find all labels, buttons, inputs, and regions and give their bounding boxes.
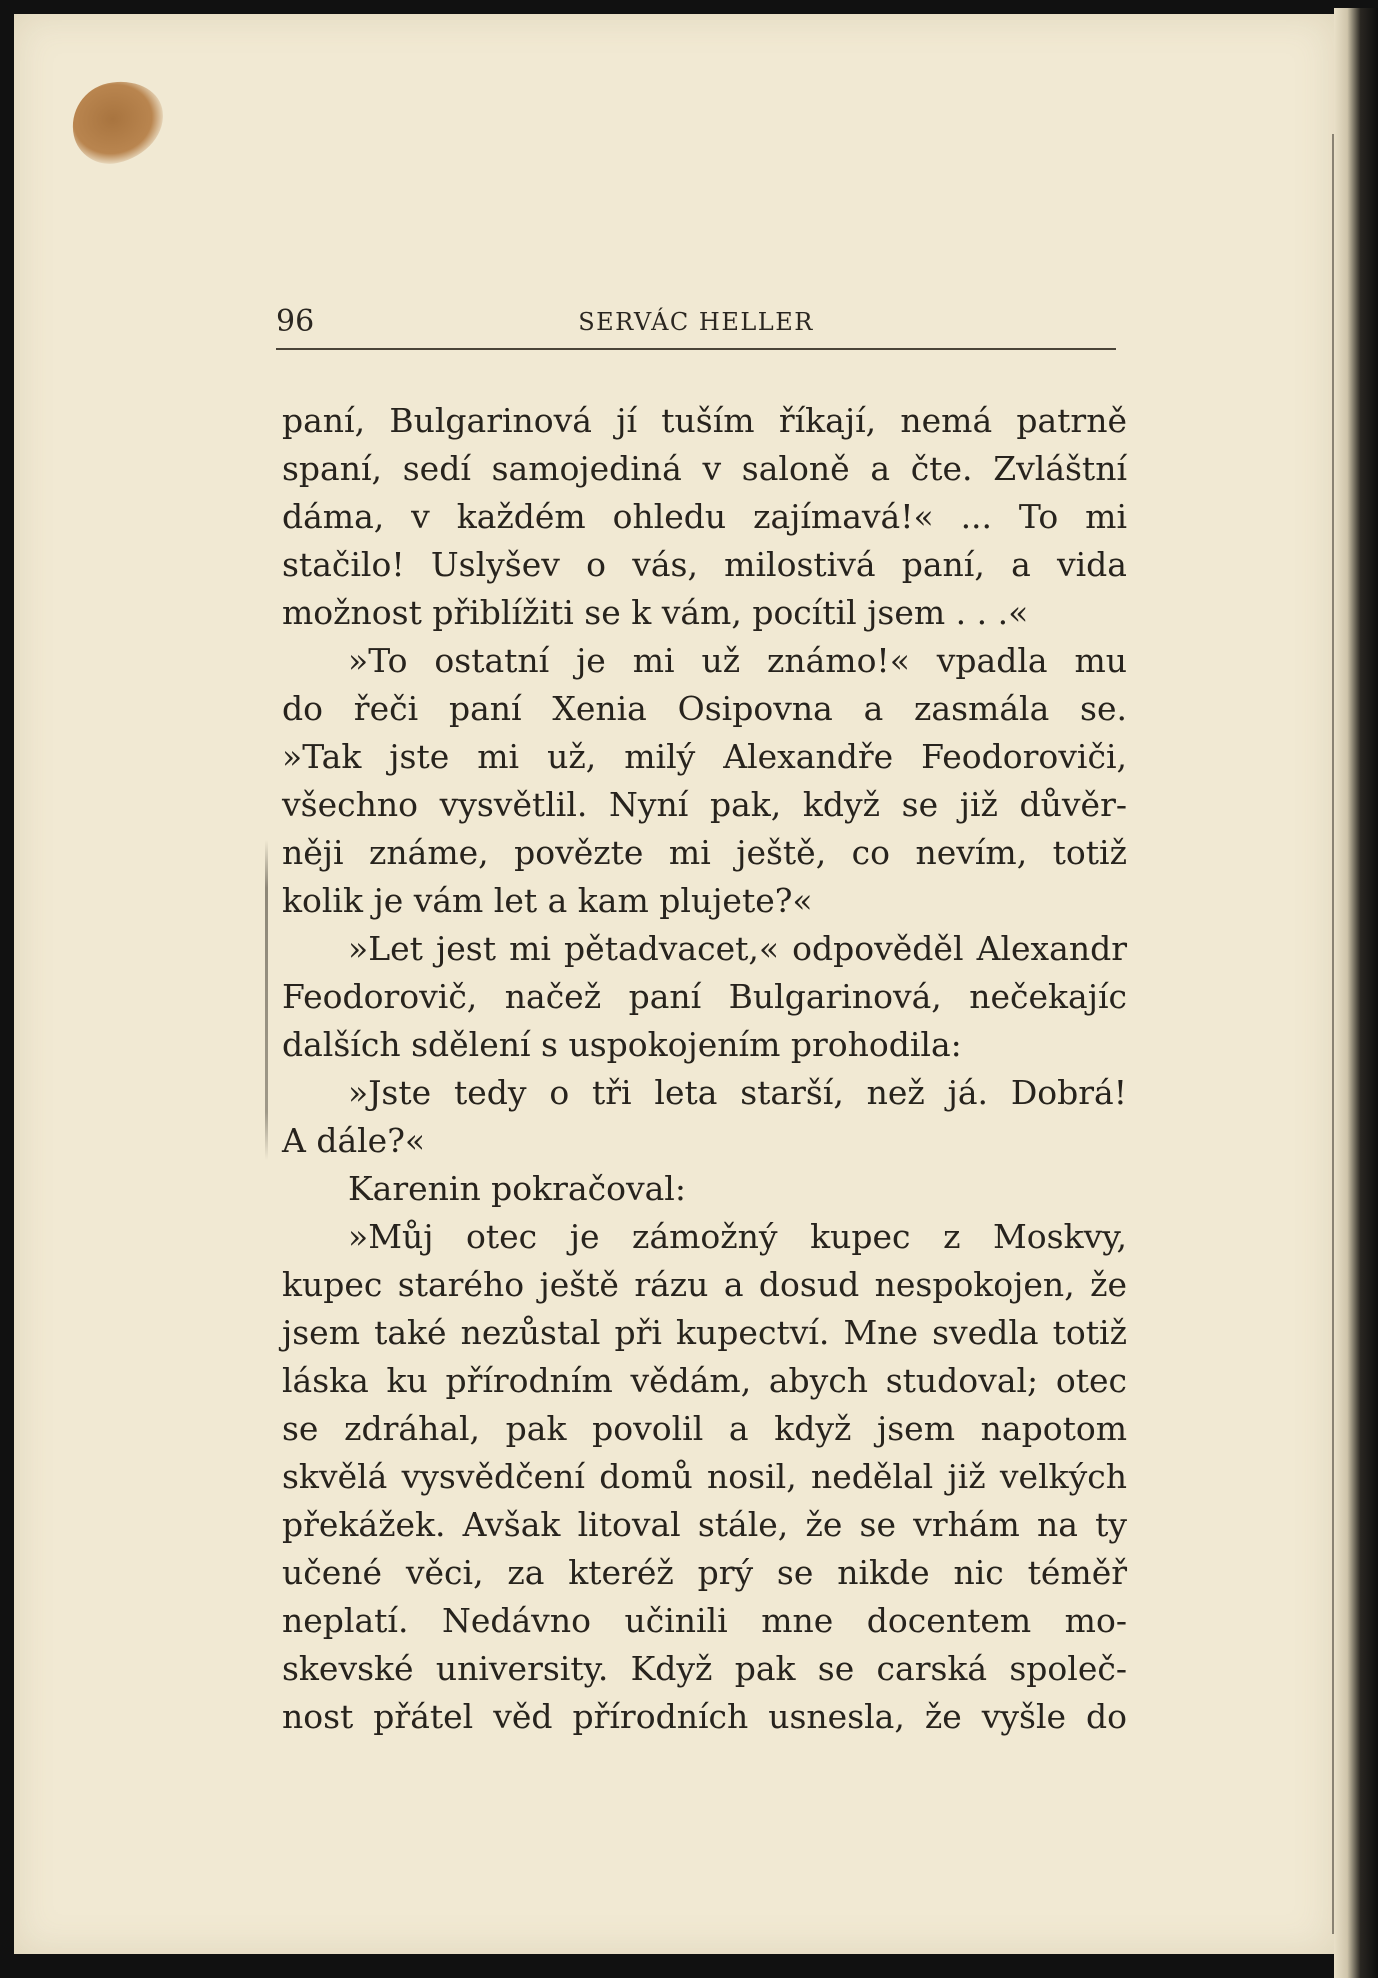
text-line: učené věci, za kteréž prý se nikde nic téměř: [282, 1553, 1127, 1592]
text-line: do řeči paní Xenia Osipovna a zasmála se.: [282, 689, 1127, 728]
text-line: skevské university. Když pak se carská společ-: [282, 1649, 1127, 1688]
text-line: spaní, sedí samojediná v saloně a čte. Zvláštní: [282, 449, 1127, 488]
text-line: Karenin pokračoval:: [348, 1169, 686, 1208]
text-line: jsem také nezůstal při kupectví. Mne svedla totiž: [282, 1313, 1127, 1352]
text-line: neplatí. Nedávno učinili mne docentem mo-: [282, 1601, 1127, 1640]
page-edge-shadow: [1334, 8, 1378, 1978]
text-line: všechno vysvětlil. Nyní pak, když se již důvěr-: [282, 785, 1127, 824]
text-line: Feodorovič, načež paní Bulgarinová, nečekajíc: [282, 977, 1127, 1016]
text-line: skvělá vysvědčení domů nosil, nedělal již velkých: [282, 1457, 1127, 1496]
running-title: SERVÁC HELLER: [578, 308, 814, 336]
text-line: stačilo! Uslyšev o vás, milostivá paní, a vida: [282, 545, 1127, 584]
page-number: 96: [276, 304, 315, 339]
paper-stain: [65, 73, 172, 170]
text-line: A dále?«: [282, 1121, 426, 1160]
text-line: dáma, v každém ohledu zajímavá!« ... To mi: [282, 497, 1127, 536]
text-line: dalších sdělení s uspokojením prohodila:: [282, 1025, 962, 1064]
text-line: »Můj otec je zámožný kupec z Moskvy,: [348, 1217, 1127, 1256]
text-line: se zdráhal, pak povolil a když jsem napotom: [282, 1409, 1127, 1448]
text-line: možnost přiblížiti se k vám, pocítil jsem . . .«: [282, 593, 1029, 632]
text-line: kupec starého ještě rázu a dosud nespokojen, že: [282, 1265, 1127, 1304]
text-line: něji známe, povězte mi ještě, co nevím, totiž: [282, 833, 1127, 872]
text-line: »Let jest mi pětadvacet,« odpověděl Alexandr: [348, 929, 1127, 968]
text-line: kolik je vám let a kam plujete?«: [282, 881, 813, 920]
body-text: [282, 397, 1127, 1741]
text-line: láska ku přírodním vědám, abych studoval; otec: [282, 1361, 1127, 1400]
margin-pencil-mark: [265, 840, 268, 1160]
running-header: [276, 298, 1116, 350]
book-page: [14, 14, 1334, 1954]
text-line: paní, Bulgarinová jí tuším říkají, nemá patrně: [282, 401, 1127, 440]
text-line: nost přátel věd přírodních usnesla, že vyšle do: [282, 1697, 1127, 1736]
text-line: překážek. Avšak litoval stále, že se vrhám na ty: [282, 1505, 1127, 1544]
text-line: »To ostatní je mi už známo!« vpadla mu: [348, 641, 1127, 680]
text-line: »Tak jste mi už, milý Alexandře Feodoroviči,: [282, 737, 1127, 776]
text-line: »Jste tedy o tři leta starší, než já. Dobrá!: [348, 1073, 1127, 1112]
